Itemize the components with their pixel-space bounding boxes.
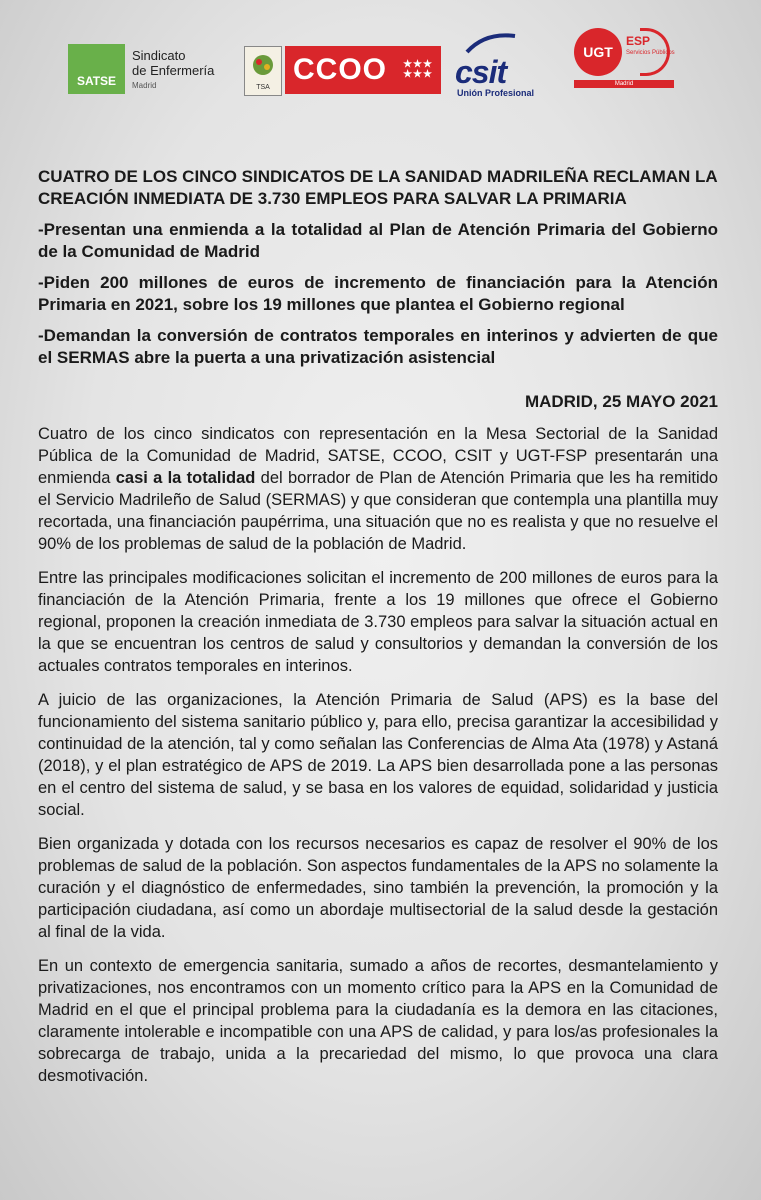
ccoo-logo-text: CCOO xyxy=(293,53,387,86)
csit-swoosh-icon xyxy=(465,30,525,56)
subhead-2: -Piden 200 millones de euros de incremento de financiación para la Atención Primaria en 2021, sobre los 19 millones que plantea el Gobierno regional xyxy=(38,273,718,314)
paragraph-4: Bien organizada y dotada con los recursos necesarios es capaz de resolver el 90% de los problemas de salud de la población. Son aspectos fundamentales de la APS no solamente la curación y el diagnóstico de enfermedades, sino también la prevención, la promoción y la participación ciudadana, así como un abordaje multisectorial de la salud desde la gestación al final de la vida. xyxy=(38,835,718,941)
ccoo-emblem-icon xyxy=(244,46,282,96)
ugt-esp-text: ESP xyxy=(626,34,651,48)
dateline: MADRID, 25 MAYO 2021 xyxy=(524,392,718,411)
svg-text:TSA: TSA xyxy=(256,84,270,91)
satse-logo-mark: SATSE xyxy=(76,74,117,88)
subhead-3: -Demandan la conversión de contratos temporales en interinos y advierten de que el SERMAS abre la puerta a una privatización asistencial xyxy=(38,326,718,367)
satse-line3: Madrid xyxy=(132,81,157,90)
csit-logo-text: csit xyxy=(455,54,507,90)
press-release xyxy=(38,166,718,1099)
ugt-bar: Madrid xyxy=(574,80,674,88)
paragraph-1-part: del borrador de Plan de Atención Primaria que les ha remitido el Servicio Madrileño de Salud (SERMAS) y que consideran que contempla una plantilla muy recortada, una financiación paupérrima, una situación que no es realista y que no resuelve el 90% de los problemas de salud de la población de Madrid. xyxy=(38,469,718,553)
ugt-esp-sub: Servicios Públicos xyxy=(626,50,675,56)
satse-logo xyxy=(68,44,125,94)
paragraph-2: Entre las principales modificaciones solicitan el incremento de 200 millones de euros para la financiación de la Atención Primaria, frente a los 19 millones que ofrece el Gobierno regional, proponen la creación inmediata de 3.730 empleos para salvar la situación actual en la que se encuentran los centros de salud y consultorios y demandan la conversión de los actuales contratos temporales en interinos. xyxy=(38,569,718,675)
satse-logo-text xyxy=(132,48,214,93)
headline: CUATRO DE LOS CINCO SINDICATOS DE LA SANIDAD MADRILEÑA RECLAMAN LA CREACIÓN INMEDIATA DE 3.730 EMPLEOS PARA SALVAR LA PRIMARIA xyxy=(38,167,718,208)
ccoo-stars-icon: ★★★ ★★★ xyxy=(403,59,433,80)
subhead-1: -Presentan una enmienda a la totalidad al Plan de Atención Primaria del Gobierno de la Comunidad de Madrid xyxy=(38,220,718,261)
paragraph-1-bold: casi a la totalidad xyxy=(115,469,256,487)
csit-logo xyxy=(455,28,550,100)
paragraph-1-part: Cuatro de los cinco sindicatos con representación en la Mesa Sectorial de la Sanidad Pública de la Comunidad de Madrid, SATSE, CCOO, CSIT y UGT-FSP presentarán una enmienda xyxy=(38,425,718,487)
ugt-logo-circle xyxy=(574,28,622,76)
satse-line1: Sindicato xyxy=(132,48,186,63)
satse-line2: de Enfermería xyxy=(132,63,215,78)
ugt-logo xyxy=(574,28,679,100)
paragraph-1 xyxy=(38,423,718,555)
ccoo-logo xyxy=(285,46,441,94)
ugt-logo-text: UGT xyxy=(583,44,613,60)
logo-bar xyxy=(0,28,761,100)
csit-logo-sub: Unión Profesional xyxy=(457,88,535,98)
paragraph-5: En un contexto de emergencia sanitaria, sumado a años de recortes, desmantelamiento y privatizaciones, nos encontramos con un momento crítico para la APS en la Comunidad de Madrid en el que el principal problema para la ciudadanía es la demora en las citaciones, claramente intolerable e incompatible con una APS de calidad, y para los/as profesionales la sobrecarga de trabajo, unida a la precariedad del mismo, lo que provoca una clara desmotivación. xyxy=(38,957,718,1085)
paragraph-3: A juicio de las organizaciones, la Atención Primaria de Salud (APS) es la base del funcionamiento del sistema sanitario público y, para ello, precisa garantizar la accesibilidad y continuidad de la atención, tal y como señalan las Conferencias de Alma Ata (1978) y Astaná (2018), y el plan estratégico de APS de 2019. La APS bien desarrollada pone a las personas en el centro del sistema de salud, y se basa en los valores de equidad, solidaridad y justicia social. xyxy=(38,691,718,819)
